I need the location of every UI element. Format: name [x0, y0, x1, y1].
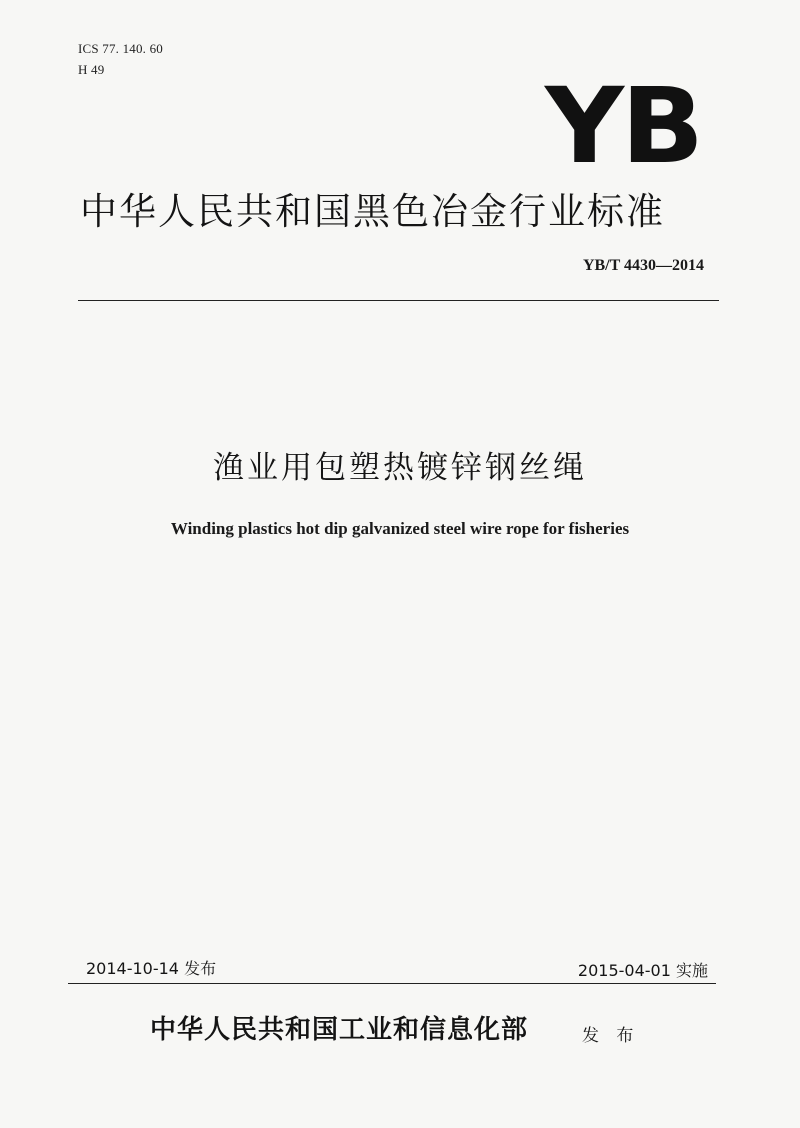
- yb-logo: YB: [545, 65, 702, 187]
- issuing-authority: 中华人民共和国工业和信息化部: [150, 1015, 529, 1045]
- classification-codes: [78, 38, 163, 80]
- standard-number: YB/T 4430—2014: [582, 257, 704, 274]
- ccs-code: H 49: [78, 62, 105, 77]
- publish-date: 2014-10-14 发布: [86, 959, 217, 978]
- implementation-date: 2015-04-01 实施: [577, 961, 708, 980]
- header-divider: [78, 300, 719, 301]
- footer-divider: [68, 983, 716, 984]
- document-title-chinese: 渔业用包塑热镀锌钢丝绳: [213, 450, 587, 486]
- ics-code: ICS 77. 140. 60: [78, 41, 163, 56]
- issue-label: 发 布: [582, 1026, 640, 1046]
- document-title-english: Winding plastics hot dip galvanized steel wire rope for fisheries: [170, 519, 630, 538]
- standard-category-title: 中华人民共和国黑色冶金行业标准: [80, 190, 665, 233]
